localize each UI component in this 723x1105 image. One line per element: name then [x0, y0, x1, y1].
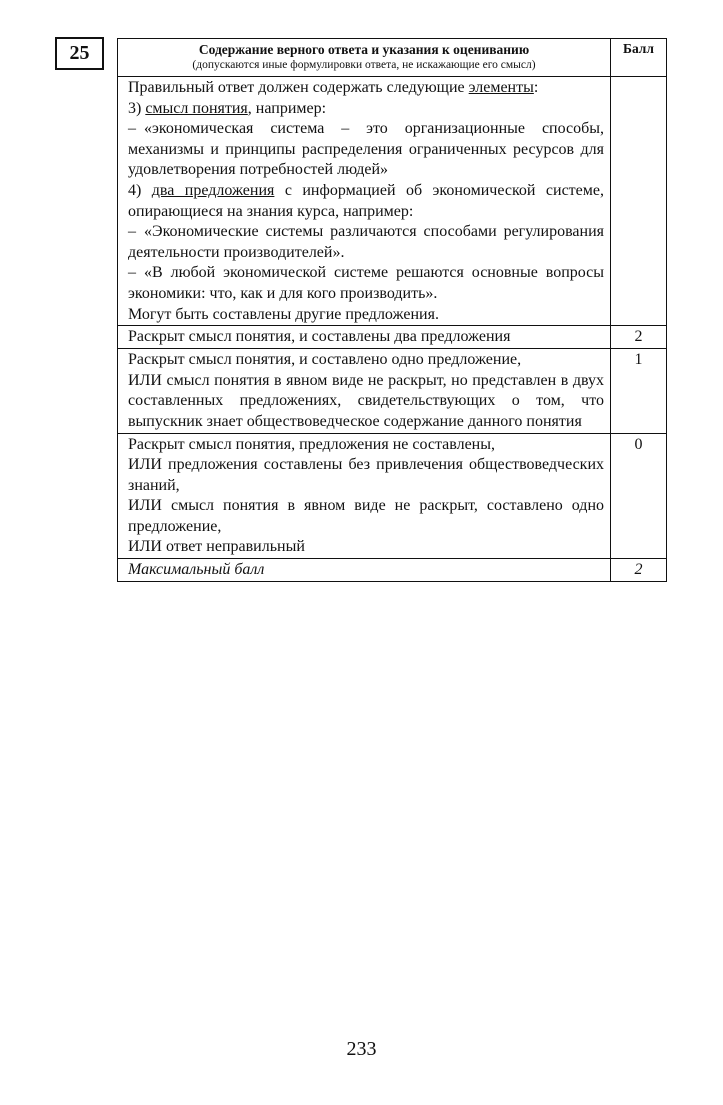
- content-column-header: [118, 39, 611, 77]
- definition-text: «экономическая система – это организационные способы, механизмы и принципы распределения ограниченных ресурсов для удовлетворения потребностей людей»: [128, 120, 604, 179]
- definition-item: [128, 119, 604, 181]
- criterion-1-text: [118, 349, 611, 433]
- sentence1-text: «Экономические системы различаются способами регулирования деятельности производителей».: [128, 223, 604, 261]
- dash-glyph: –: [128, 223, 136, 241]
- item3-rest: , например:: [247, 99, 327, 117]
- content-header-title: Содержание верного ответа и указания к оцениванию: [198, 42, 530, 57]
- criterion-0-line: Раскрыт смысл понятия, предложения не составлены,: [128, 435, 495, 453]
- criterion-2-line: Раскрыт смысл понятия, и составлены два предложения: [128, 328, 511, 346]
- intro-text: Правильный ответ должен содержать следующие: [128, 79, 469, 96]
- max-score-value: 2: [611, 559, 667, 582]
- criterion-0-line: ИЛИ смысл понятия в явном виде не раскрыт, составлено одно предложение,: [128, 497, 604, 535]
- criterion-0-text: [118, 433, 611, 559]
- item4: [128, 181, 604, 222]
- item4-number: 4): [128, 181, 142, 199]
- answer-score-cell: [611, 77, 667, 326]
- dash-glyph: –: [128, 264, 136, 282]
- criterion-row-2: [118, 326, 667, 349]
- criterion-1-line: Раскрыт смысл понятия, и составлено одно предложение,: [128, 351, 522, 369]
- intro-underlined: элементы: [468, 79, 534, 96]
- answer-row: [118, 77, 667, 326]
- sentence2-text: «В любой экономической системе решаются основные вопросы экономики: что, как и для кого производить».: [128, 264, 604, 302]
- item4-underlined: два предложения: [151, 181, 275, 199]
- answer-intro: [128, 78, 604, 99]
- criterion-0-score: 0: [611, 433, 667, 559]
- item3-underlined: смысл понятия: [145, 99, 248, 117]
- max-score-label: Максимальный балл: [118, 559, 611, 582]
- item3: [128, 99, 604, 120]
- item4-rest: с информацией об экономической системе, опирающиеся на знания курса, например:: [128, 181, 605, 220]
- answer-cell: [118, 77, 611, 326]
- criterion-1-line: ИЛИ смысл понятия в явном виде не раскрыт, но представлен в двух составленных предложениях, свидетельствующих о том, что выпускник знает обществоведческое содержание данного понятия: [128, 371, 604, 430]
- task-number: 25: [55, 37, 104, 70]
- content-header-subtitle: (допускаются иные формулировки ответа, не искажающие его смысл): [192, 59, 536, 71]
- grading-criteria-table: [117, 38, 667, 582]
- criterion-0-line: ИЛИ ответ неправильный: [128, 538, 305, 556]
- criterion-row-1: [118, 349, 667, 433]
- criterion-1-score: 1: [611, 349, 667, 433]
- dash-glyph: –: [128, 120, 136, 138]
- page-number: 233: [346, 1038, 377, 1060]
- sentence1-item: [128, 222, 604, 263]
- item3-number: 3): [128, 99, 142, 117]
- criterion-0-line: ИЛИ предложения составлены без привлечения обществоведческих знаний,: [128, 456, 604, 494]
- intro-colon: :: [533, 79, 539, 96]
- answer-note: Могут быть составлены другие предложения.: [128, 305, 439, 323]
- score-column-header: Балл: [611, 39, 667, 77]
- sentence2-item: [128, 263, 604, 304]
- criterion-2-text: [118, 326, 611, 349]
- criterion-2-score: 2: [611, 326, 667, 349]
- max-score-row: [118, 559, 667, 582]
- table-header-row: [118, 39, 667, 77]
- criterion-row-0: [118, 433, 667, 559]
